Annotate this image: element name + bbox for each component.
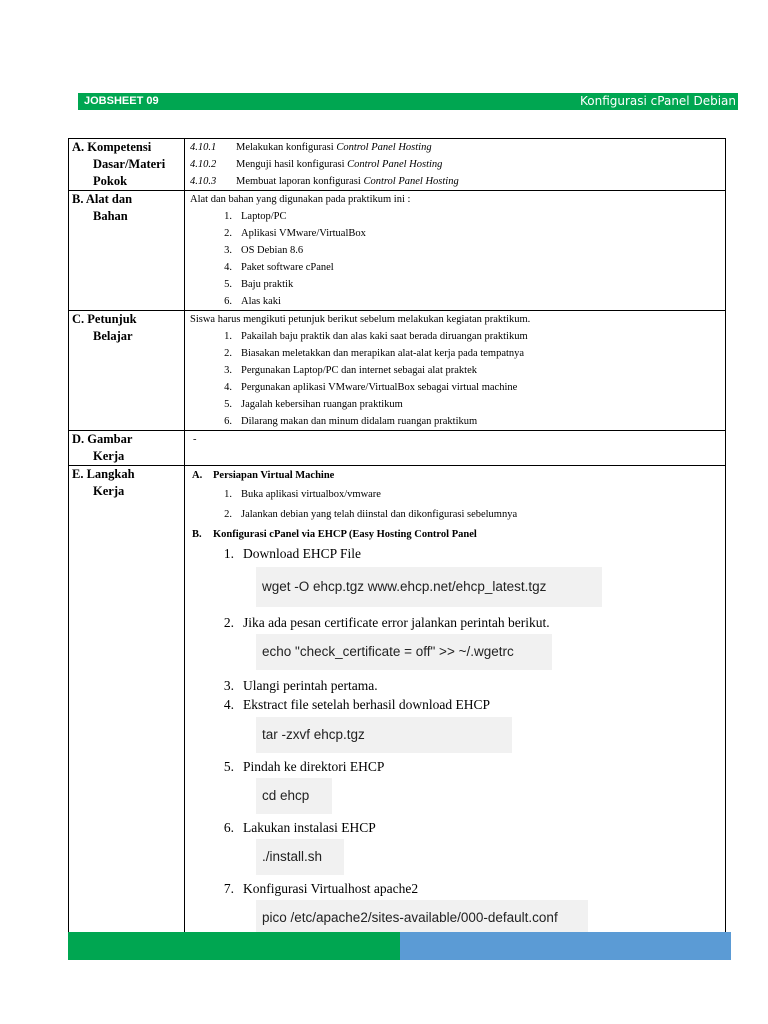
label-petunjuk [69, 311, 185, 431]
list-num: 2. [224, 228, 232, 239]
step-num: 7. [223, 881, 234, 896]
kd-item [190, 139, 725, 156]
step-item [212, 676, 725, 695]
step-item [190, 505, 725, 525]
petunjuk-list [190, 328, 725, 430]
list-text: Pergunakan Laptop/PC dan internet sebagai alat praktek [241, 365, 477, 376]
list-text: Alas kaki [241, 296, 281, 307]
list-text: Baju praktik [241, 279, 294, 290]
kd-item [190, 173, 725, 190]
label-line: A. Kompetensi [72, 140, 152, 154]
step-num: 2. [223, 615, 234, 630]
list-num: 1. [224, 211, 232, 222]
step-num: 4. [223, 697, 234, 712]
part-a-steps [190, 485, 725, 525]
content-kompetensi [185, 139, 726, 191]
label-line: Kerja [93, 449, 125, 463]
row-kompetensi [69, 139, 726, 191]
step-text: Ekstract file setelah berhasil download EHCP [243, 697, 491, 712]
step-text: Pindah ke direktori EHCP [243, 759, 385, 774]
list-item [210, 362, 725, 379]
label-line: Dasar/Materi [93, 157, 166, 171]
header-bar [78, 93, 738, 110]
kd-text-italic: Control Panel Hosting [336, 142, 432, 153]
step-num: 2. [224, 509, 232, 520]
part-b-heading [190, 525, 725, 544]
kd-item [190, 156, 725, 173]
kd-text-italic: Control Panel Hosting [347, 159, 443, 170]
step-text: Jika ada pesan certificate error jalankan perintah berikut. [243, 615, 550, 630]
row-alat-bahan [69, 191, 726, 311]
list-item [210, 276, 725, 293]
step-item [190, 485, 725, 505]
step-text: Ulangi perintah pertama. [243, 678, 378, 693]
list-text: Paket software cPanel [241, 262, 334, 273]
label-langkah-kerja [69, 466, 185, 937]
label-kompetensi [69, 139, 185, 191]
step-text: Konfigurasi Virtualhost apache2 [243, 881, 419, 896]
label-gambar-kerja [69, 431, 185, 466]
label-line: Bahan [93, 209, 128, 223]
list-item [210, 345, 725, 362]
code-block: echo "check_certificate = off" >> ~/.wgetrc [256, 634, 552, 670]
list-item [210, 259, 725, 276]
list-text: Pakailah baju praktik dan alas kaki saat berada diruangan praktikum [241, 331, 528, 342]
content-langkah-kerja [185, 466, 726, 937]
step-item [212, 613, 725, 632]
step-item [212, 544, 725, 563]
list-item [210, 396, 725, 413]
alat-list [190, 208, 725, 310]
step-num: 1. [224, 489, 232, 500]
code-block: cd ehcp [256, 778, 332, 814]
step-item [212, 879, 725, 898]
list-item [210, 225, 725, 242]
row-petunjuk [69, 311, 726, 431]
code-block: wget -O ehcp.tgz www.ehcp.net/ehcp_latest.tgz [256, 567, 602, 607]
list-text: OS Debian 8.6 [241, 245, 304, 256]
content-petunjuk [185, 311, 726, 431]
jobsheet-table [68, 138, 726, 937]
step-num: 5. [223, 759, 234, 774]
part-letter: B. [192, 529, 202, 540]
step-item [212, 818, 725, 837]
part-title: Persiapan Virtual Machine [213, 470, 335, 481]
list-text: Jagalah kebersihan ruangan praktikum [241, 399, 403, 410]
part-title: Konfigurasi cPanel via EHCP (Easy Hosting Control Panel [213, 529, 477, 540]
list-num: 4. [224, 262, 232, 273]
list-num: 3. [224, 245, 232, 256]
list-item [210, 413, 725, 430]
list-text: Biasakan meletakkan dan merapikan alat-alat kerja pada tempatnya [241, 348, 525, 359]
alat-intro: Alat dan bahan yang digunakan pada praktikum ini : [190, 194, 411, 205]
step-num: 1. [223, 546, 234, 561]
list-text: Pergunakan aplikasi VMware/VirtualBox sebagai virtual machine [241, 382, 518, 393]
code-block: ./install.sh [256, 839, 344, 875]
list-text: Dilarang makan dan minum didalam ruangan praktikum [241, 416, 478, 427]
row-gambar-kerja [69, 431, 726, 466]
list-num: 6. [224, 296, 232, 307]
list-item [210, 242, 725, 259]
part-b-steps [190, 544, 725, 936]
row-langkah-kerja [69, 466, 726, 937]
kd-text: Melakukan konfigurasi [236, 142, 337, 153]
label-line: B. Alat dan [72, 192, 133, 206]
step-text: Buka aplikasi virtualbox/vmware [241, 489, 381, 500]
list-num: 6. [224, 416, 232, 427]
list-text: Aplikasi VMware/VirtualBox [241, 228, 366, 239]
footer-bar-green [68, 932, 400, 960]
list-num: 1. [224, 331, 232, 342]
step-item [212, 757, 725, 776]
list-num: 4. [224, 382, 232, 393]
label-alat-bahan [69, 191, 185, 311]
part-letter: A. [192, 470, 203, 481]
kd-code: 4.10.2 [190, 159, 217, 170]
step-num: 6. [223, 820, 234, 835]
list-item [210, 328, 725, 345]
code-block: tar -zxvf ehcp.tgz [256, 717, 512, 753]
list-num: 5. [224, 279, 232, 290]
label-line: C. Petunjuk [72, 312, 137, 326]
list-item [210, 208, 725, 225]
list-num: 5. [224, 399, 232, 410]
list-num: 3. [224, 365, 232, 376]
step-text: Lakukan instalasi EHCP [243, 820, 376, 835]
list-num: 2. [224, 348, 232, 359]
content-gambar-kerja [185, 431, 726, 466]
step-item [212, 695, 725, 714]
kd-text-italic: Control Panel Hosting [363, 176, 459, 187]
label-line: Kerja [93, 484, 125, 498]
part-a-heading [190, 466, 725, 485]
gambar-placeholder: - [193, 434, 197, 445]
label-line: E. Langkah [72, 467, 135, 481]
content-alat-bahan [185, 191, 726, 311]
petunjuk-intro: Siswa harus mengikuti petunjuk berikut sebelum melakukan kegiatan praktikum. [190, 314, 531, 325]
code-block: pico /etc/apache2/sites-available/000-default.conf [256, 900, 588, 936]
jobsheet-number: JOBSHEET 09 [84, 95, 159, 107]
list-item [210, 379, 725, 396]
step-text: Jalankan debian yang telah diinstal dan dikonfigurasi sebelumnya [241, 509, 518, 520]
label-line: Pokok [93, 174, 128, 188]
kd-code: 4.10.1 [190, 142, 217, 153]
kd-text: Menguji hasil konfigurasi [236, 159, 348, 170]
label-line: Belajar [93, 329, 133, 343]
list-item [210, 293, 725, 310]
step-num: 3. [223, 678, 234, 693]
document-title: Konfigurasi cPanel Debian [579, 94, 736, 108]
footer-bar-blue [400, 932, 731, 960]
list-text: Laptop/PC [241, 211, 287, 222]
kd-text: Membuat laporan konfigurasi [236, 176, 364, 187]
kd-code: 4.10.3 [190, 176, 217, 187]
step-text: Download EHCP File [243, 546, 361, 561]
label-line: D. Gambar [72, 432, 133, 446]
